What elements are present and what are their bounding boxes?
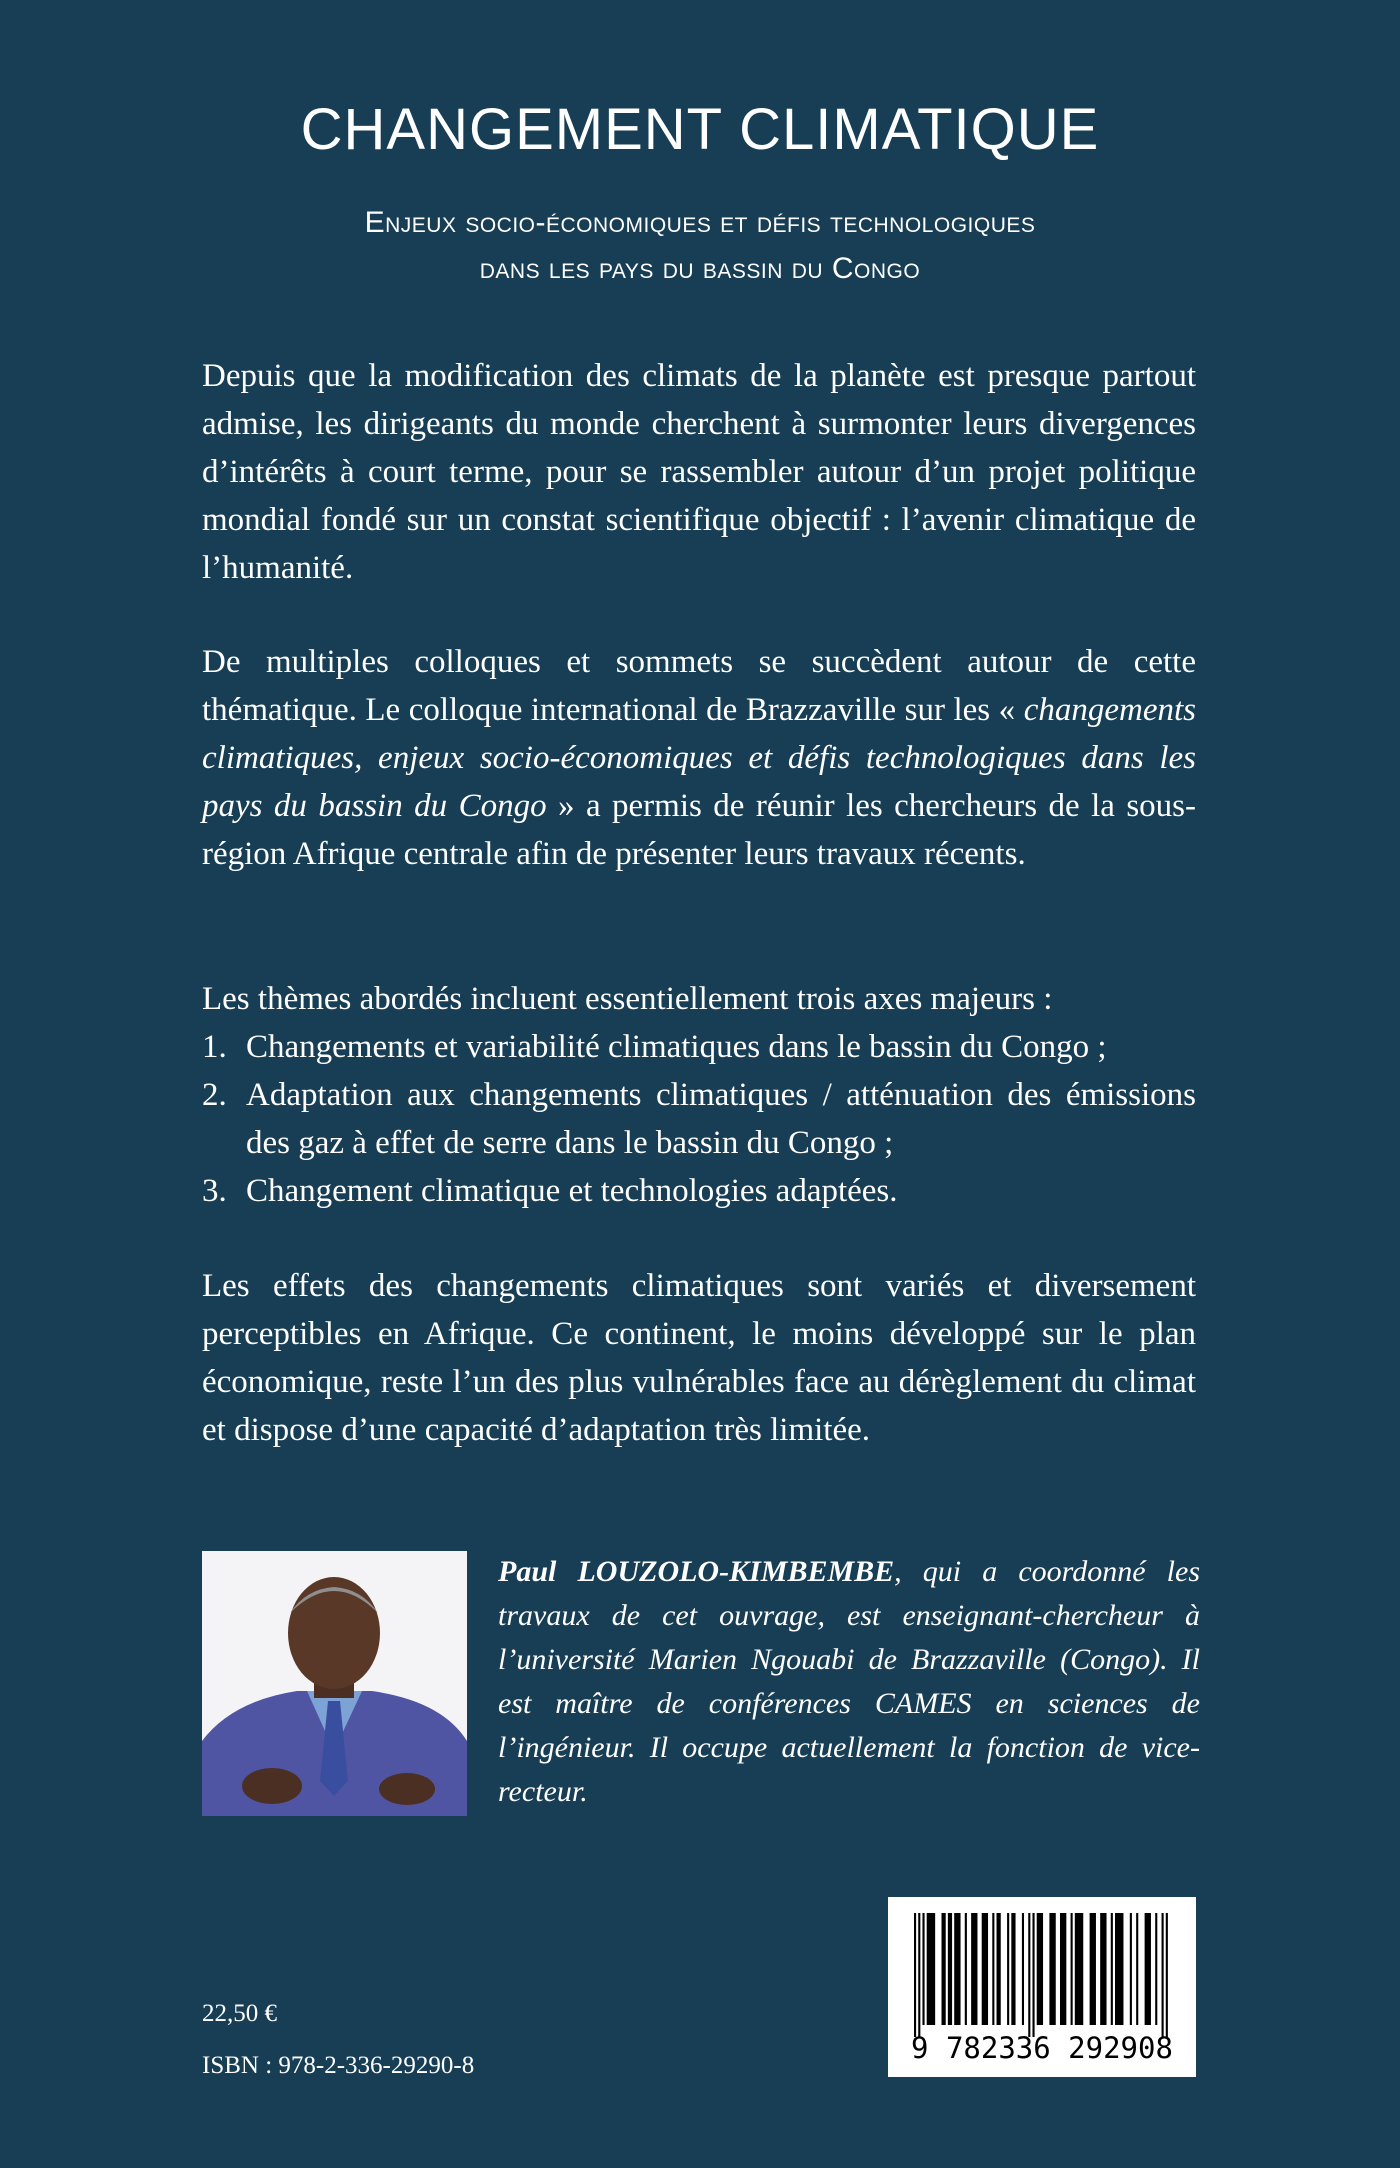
barcode-guard-bar (1166, 1913, 1168, 2037)
theme-item (202, 1023, 1196, 1071)
paragraph-colloque-start: De multiples colloques et sommets se succèdent autour de cette thématique. Le colloque international de Brazzaville sur les « (202, 644, 1196, 728)
barcode-bar (1075, 1913, 1083, 2025)
barcode-guard-bar (1032, 1913, 1034, 2037)
barcode-guard-bar (914, 1913, 916, 2037)
book-subtitle (0, 200, 1400, 292)
paragraph-effects: Les effets des changements climatiques sont variés et diversement perceptibles en Afrique. Ce continent, le moins développé sur le plan économique, reste l’un des plus vulnérables face au dérèglement du climat et dispose d’une capacité d’adaptation très limitée. (202, 1268, 1196, 1448)
author-bio-text: , qui a coordonné les travaux de cet ouvrage, est enseignant-chercheur à l’université Marien Ngouabi de Brazzaville (Congo). Il est maître de conférences CAMES en sciences de l’ingénieur. Il occupe actuellement la fonction de vice-recteur. (498, 1555, 1200, 1808)
barcode-bar (1100, 1913, 1106, 2025)
barcode-digits: 9 782336 292908 (911, 2031, 1173, 2065)
themes-list (202, 1023, 1196, 1215)
subtitle-line-1: Enjeux socio-économiques et défis technologiques (364, 206, 1036, 239)
barcode-bar (1011, 1913, 1015, 2025)
barcode-bar (1115, 1913, 1123, 2025)
barcode-bar (927, 1913, 935, 2025)
barcode-guard-bar (1162, 1913, 1164, 2037)
barcode-bar (982, 1913, 988, 2025)
book-title: CHANGEMENT CLIMATIQUE (300, 97, 1100, 162)
paragraph-colloque (202, 638, 1196, 878)
themes-intro: Les thèmes abordés incluent essentiellement trois axes majeurs : (202, 981, 1053, 1017)
theme-number: 1. (202, 1029, 227, 1065)
barcode-bar (1136, 1913, 1138, 2025)
themes-section (202, 975, 1196, 1215)
barcode-bar (948, 1913, 952, 2025)
isbn: ISBN : 978-2-336-29290-8 (202, 2052, 475, 2079)
barcode-bar (1111, 1913, 1113, 2025)
colloque-title: changements climatiques, enjeux socio-économiques et défis technologiques dans les pays du bassin du Congo (202, 692, 1196, 824)
barcode-bar (1049, 1913, 1055, 2025)
barcode-bar (1130, 1913, 1132, 2025)
theme-text: Changement climatique et technologies adaptées. (246, 1173, 898, 1209)
theme-item (202, 1071, 1196, 1167)
barcode-bar (971, 1913, 977, 2025)
barcode (888, 1897, 1196, 2077)
theme-text: Changements et variabilité climatiques dans le bassin du Congo ; (246, 1029, 1107, 1065)
barcode-bar (954, 1913, 960, 2025)
paragraph-colloque-end: » a permis de réunir les chercheurs de la sous-région Afrique centrale afin de présenter leurs travaux récents. (202, 788, 1196, 872)
theme-item (202, 1167, 1196, 1215)
barcode-guard-bar (918, 1913, 920, 2037)
barcode-bar (1145, 1913, 1151, 2025)
author-name: Paul LOUZOLO-KIMBEMBE (498, 1555, 895, 1588)
price: 22,50 € (202, 2000, 277, 2027)
author-photo (202, 1551, 467, 1816)
barcode-bar (1060, 1913, 1066, 2025)
theme-text: Adaptation aux changements climatiques / atténuation des émissions des gaz à effet de serre dans le bassin du Congo ; (246, 1077, 1196, 1161)
barcode-bar (1071, 1913, 1073, 2025)
paragraph-intro: Depuis que la modification des climats de la planète est presque partout admise, les dirigeants du monde cherchent à surmonter leurs divergences d’intérêts à court terme, pour se rassembler autour d’un projet politique mondial fondé sur un constat scientifique objectif : l’avenir climatique de l’humanité. (202, 358, 1196, 586)
barcode-bar (997, 1913, 1001, 2025)
barcode-bar (1090, 1913, 1096, 2025)
barcode-guard-bar (1028, 1913, 1030, 2037)
barcode-bar (965, 1913, 967, 2025)
barcode-bar (942, 1913, 946, 2025)
subtitle-line-2: dans les pays du bassin du Congo (479, 252, 921, 285)
barcode-bar (1007, 1913, 1009, 2025)
barcode-bar (1037, 1913, 1043, 2025)
barcode-bar (1155, 1913, 1157, 2025)
barcode-bar (1022, 1913, 1024, 2025)
barcode-bar (922, 1913, 924, 2025)
theme-number: 3. (202, 1173, 227, 1209)
author-portrait-image (202, 1551, 467, 1816)
author-bio (498, 1550, 1200, 1814)
theme-number: 2. (202, 1077, 227, 1113)
barcode-bar (992, 1913, 994, 2025)
